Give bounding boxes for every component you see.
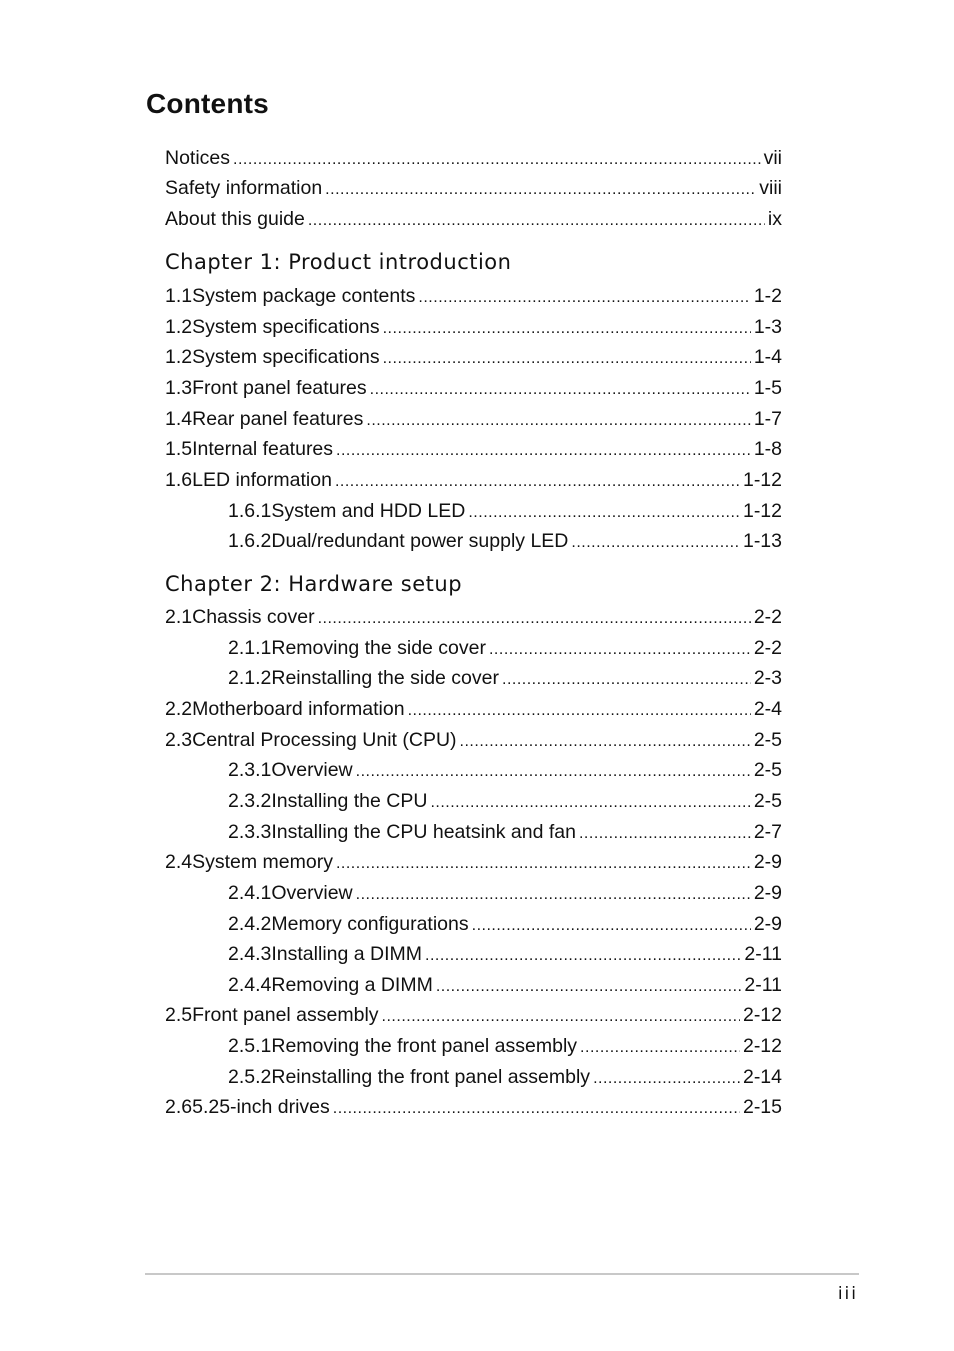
toc-entry-page: 2-14 [742,1066,782,1088]
dot-leader [593,1065,740,1091]
dot-leader [356,758,751,784]
toc-subsection-entry[interactable] [165,636,782,662]
toc-entry-number: 1.3 [165,377,193,399]
dot-leader [233,146,761,172]
toc-entry-title: System package contents [192,285,416,307]
dot-leader [308,207,765,233]
dot-leader [579,820,751,846]
dot-leader [356,881,751,907]
toc-front-matter-item[interactable] [165,146,782,172]
toc-entry-page: viii [759,177,782,199]
toc-entry-number: 2.3 [165,729,193,751]
toc-front-matter-item[interactable] [165,207,782,233]
toc-entry-number: 2.1.1 [228,637,272,659]
toc-subsection-entry[interactable] [165,1034,782,1060]
toc-entry-page: vii [763,147,782,169]
toc-entry-page: 1-8 [753,438,782,460]
toc-section-entry[interactable] [165,1003,782,1029]
toc-entry-number: 1.2 [165,346,193,368]
toc-entry-page: 1-12 [742,500,782,522]
toc-entry-title: Installing a DIMM [271,943,423,965]
toc-entry-number: 2.5.2 [228,1066,272,1088]
toc-section-entry[interactable] [165,376,782,402]
toc-entry-title: Chassis cover [192,606,315,628]
toc-subsection-entry[interactable] [165,942,782,968]
toc-subsection-entry[interactable] [165,758,782,784]
page-number: iii [837,1284,858,1304]
toc-section-entry[interactable] [165,468,782,494]
toc-entry-number: 2.4.4 [228,974,272,996]
toc-entry-page: 1-4 [753,346,782,368]
dot-leader [383,315,751,341]
toc-entry-number: 1.1 [165,285,193,307]
dot-leader [383,345,751,371]
dot-leader [336,437,751,463]
toc-entry-title: Motherboard information [192,698,405,720]
toc-entry-page: 2-7 [753,821,782,843]
dot-leader [460,728,751,754]
toc-subsection-entry[interactable] [165,881,782,907]
toc-section-entry[interactable] [165,345,782,371]
toc-subsection-entry[interactable] [165,912,782,938]
toc-entry-page: 2-9 [753,882,782,904]
toc-entry-page: 2-12 [742,1035,782,1057]
toc-entry-number: 1.2 [165,316,193,338]
dot-leader [489,636,751,662]
dot-leader [335,468,740,494]
toc-section-entry[interactable] [165,315,782,341]
toc-entry-page: 2-5 [753,759,782,781]
toc-entry-page: 1-5 [753,377,782,399]
toc-entry-page: 2-4 [753,698,782,720]
toc-entry-title: Central Processing Unit (CPU) [192,729,457,751]
toc-entry-number: 1.5 [165,438,193,460]
toc-front-matter-item[interactable] [165,176,782,202]
dot-leader [366,407,750,433]
toc-entry-number: 2.1 [165,606,193,628]
toc-entry-number: 2.6 [165,1096,193,1118]
dot-leader [333,1095,740,1121]
toc-entry-title: Notices [165,147,231,169]
toc-entry-page: ix [767,208,782,230]
toc-section-entry[interactable] [165,437,782,463]
toc-entry-page: 2-9 [753,851,782,873]
dot-leader [370,376,751,402]
dot-leader [468,499,740,525]
toc-entry-number: 2.4.3 [228,943,272,965]
toc-subsection-entry[interactable] [165,820,782,846]
toc-entry-page: 1-2 [753,285,782,307]
dot-leader [408,697,751,723]
toc-entry-number: 1.6 [165,469,193,491]
toc-entry-number: 2.4 [165,851,193,873]
toc-entry-title: 5.25-inch drives [192,1096,330,1118]
toc-entry-title: Safety information [165,177,323,199]
toc-entry-number: 2.1.2 [228,667,272,689]
toc-entry-page: 2-15 [742,1096,782,1118]
toc-entry-number: 2.3.3 [228,821,272,843]
chapter-heading[interactable]: Chapter 1: Product introduction [165,250,512,274]
toc-entry-number: 2.5 [165,1004,193,1026]
toc-entry-title: System memory [192,851,333,873]
toc-entry-title: Overview [271,882,353,904]
toc-entry-number: 2.4.2 [228,913,272,935]
toc-subsection-entry[interactable] [165,666,782,692]
chapter-heading[interactable]: Chapter 2: Hardware setup [165,572,463,596]
toc-entry-page: 2-5 [753,729,782,751]
toc-entry-title: Removing the side cover [271,637,486,659]
toc-entry-title: Front panel features [192,377,367,399]
toc-entry-page: 2-11 [744,943,782,965]
dot-leader [325,176,756,202]
page-title: Contents [146,88,269,119]
toc-entry-title: Memory configurations [271,913,469,935]
toc-entry-page: 2-2 [753,637,782,659]
dot-leader [382,1003,740,1029]
toc-entry-number: 1.6.2 [228,530,272,552]
toc-entry-title: Rear panel features [192,408,364,430]
footer-divider [145,1273,859,1275]
dot-leader [472,912,751,938]
toc-entry-page: 2-9 [753,913,782,935]
toc-section-entry[interactable] [165,697,782,723]
toc-entry-title: System specifications [192,316,380,338]
dot-leader [580,1034,740,1060]
toc-entry-number: 2.5.1 [228,1035,272,1057]
toc-subsection-entry[interactable] [165,1065,782,1091]
toc-entry-title: Installing the CPU [271,790,428,812]
dot-leader [336,850,751,876]
toc-subsection-entry[interactable] [165,499,782,525]
toc-entry-page: 1-3 [753,316,782,338]
toc-entry-page: 2-12 [742,1004,782,1026]
toc-entry-title: Internal features [192,438,334,460]
toc-entry-number: 1.4 [165,408,193,430]
toc-entry-page: 2-5 [753,790,782,812]
toc-entry-page: 1-12 [742,469,782,491]
dot-leader [502,666,751,692]
toc-entry-title: System specifications [192,346,380,368]
toc-section-entry[interactable] [165,284,782,310]
toc-section-entry[interactable] [165,407,782,433]
toc-section-entry[interactable] [165,1095,782,1121]
toc-section-entry[interactable] [165,605,782,631]
toc-entry-title: Front panel assembly [192,1004,379,1026]
toc-section-entry[interactable] [165,728,782,754]
dot-leader [318,605,751,631]
toc-entry-number: 2.2 [165,698,193,720]
toc-section-entry[interactable] [165,850,782,876]
toc-entry-page: 1-7 [753,408,782,430]
dot-leader [571,529,740,555]
toc-entry-title: About this guide [165,208,305,230]
toc-entry-title: Installing the CPU heatsink and fan [271,821,576,843]
dot-leader [418,284,750,310]
dot-leader [436,973,742,999]
toc-entry-number: 2.3.2 [228,790,272,812]
toc-subsection-entry[interactable] [165,973,782,999]
toc-subsection-entry[interactable] [165,529,782,555]
toc-subsection-entry[interactable] [165,789,782,815]
toc-entry-title: Reinstalling the front panel assembly [271,1066,591,1088]
toc-entry-page: 1-13 [742,530,782,552]
toc-entry-title: Removing a DIMM [271,974,433,996]
toc-entry-number: 2.3.1 [228,759,272,781]
toc-entry-title: System and HDD LED [271,500,466,522]
toc-entry-title: Overview [271,759,353,781]
toc-entry-number: 2.4.1 [228,882,272,904]
toc-entry-page: 2-2 [753,606,782,628]
toc-entry-page: 2-11 [744,974,782,996]
dot-leader [425,942,741,968]
toc-entry-page: 2-3 [753,667,782,689]
toc-entry-title: Dual/redundant power supply LED [271,530,569,552]
dot-leader [430,789,750,815]
toc-entry-title: Removing the front panel assembly [271,1035,578,1057]
toc-entry-title: Reinstalling the side cover [271,667,499,689]
toc-entry-title: LED information [192,469,332,491]
toc-entry-number: 1.6.1 [228,500,272,522]
